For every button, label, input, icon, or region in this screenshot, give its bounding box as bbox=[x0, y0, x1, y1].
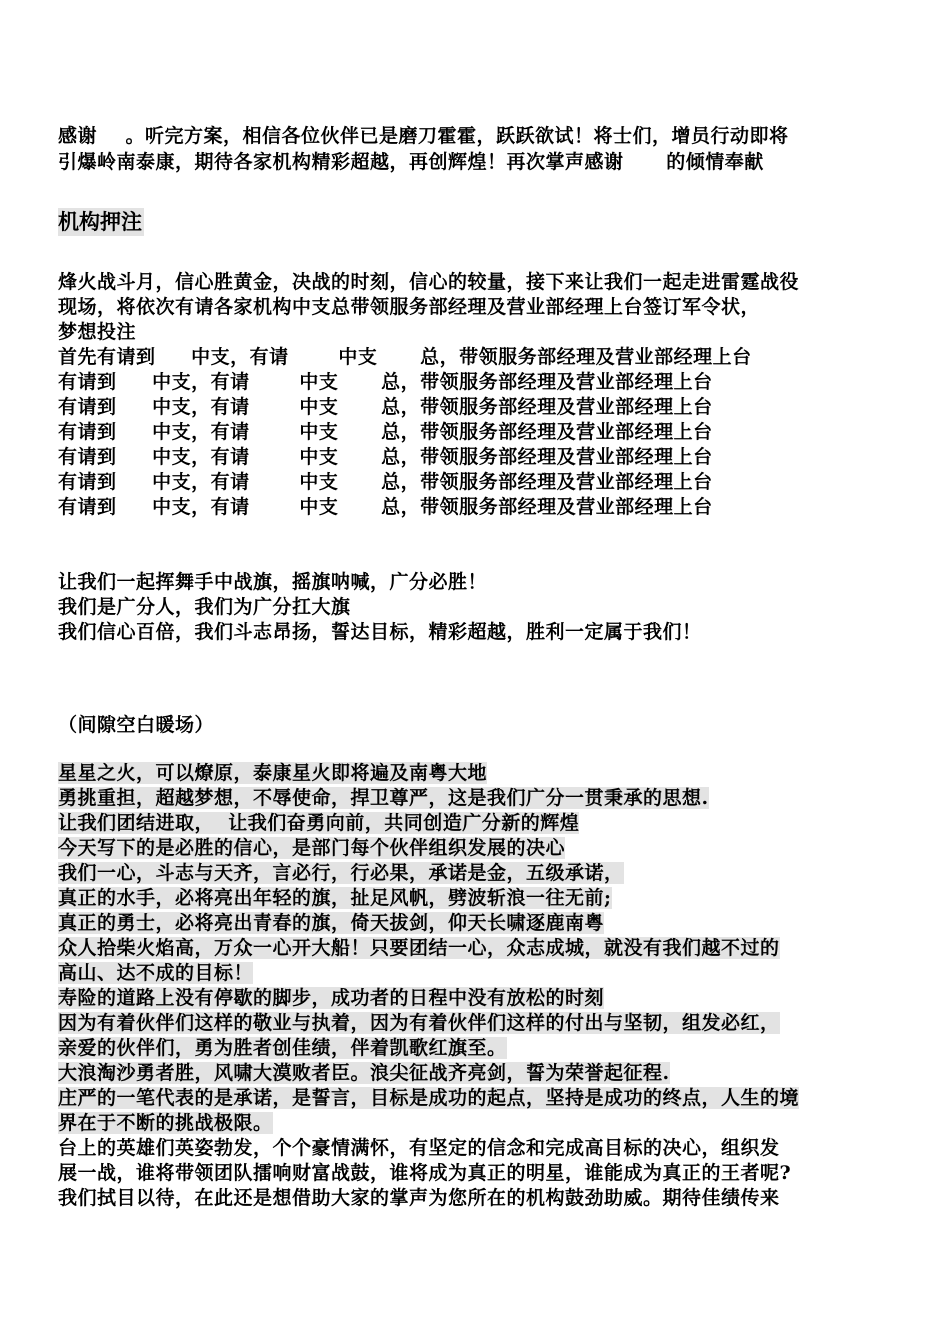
invitation-line: 有请到 中支，有请 中支 总，带领服务部经理及营业部经理上台 bbox=[58, 471, 713, 493]
closing-line-1: 台上的英雄们英姿勃发，个个豪情满怀，有坚定的信念和完成高目标的决心，组织发 bbox=[58, 1137, 780, 1159]
section-title: 机构押注 bbox=[58, 209, 142, 234]
invitation-line: 有请到 中支，有请 中支 总，带领服务部经理及营业部经理上台 bbox=[58, 496, 713, 518]
chant-line-3: 我们信心百倍，我们斗志昂扬，誓达目标，精彩超越，胜利一定属于我们！ bbox=[58, 621, 702, 643]
highlighted-line: 因为有着伙伴们这样的敬业与执着，因为有着伙伴们这样的付出与坚韧，组发必红， bbox=[58, 1012, 780, 1034]
intro-line-2: 引爆岭南泰康，期待各家机构精彩超越，再创辉煌！再次掌声感谢 的倾情奉献 bbox=[58, 151, 764, 173]
section-para-line-1: 烽火战斗月，信心胜黄金，决战的时刻，信心的较量，接下来让我们一起走进雷霆战役 bbox=[58, 271, 800, 293]
highlighted-line: 众人拾柴火焰高，万众一心开大船！只要团结一心，众志成城，就没有我们越不过的 bbox=[58, 937, 780, 959]
interlude-label: （间隙空白暖场） bbox=[58, 714, 215, 736]
highlighted-line: 界在于不断的挑战极限。 bbox=[58, 1112, 273, 1134]
highlighted-line: 今天写下的是必胜的信心，是部门每个伙伴组织发展的决心 bbox=[58, 837, 566, 859]
highlighted-line: 庄严的一笔代表的是承诺，是誓言，目标是成功的起点，坚持是成功的终点，人生的境 bbox=[58, 1087, 800, 1109]
highlighted-line: 让我们团结进取， 让我们奋勇向前，共同创造广分新的辉煌 bbox=[58, 812, 580, 834]
invitation-line: 有请到 中支，有请 中支 总，带领服务部经理及营业部经理上台 bbox=[58, 446, 713, 468]
highlighted-line: 我们一心，斗志与天齐，言必行，行必果，承诺是金，五级承诺， bbox=[58, 862, 624, 884]
highlighted-line: 寿险的道路上没有停歇的脚步，成功者的日程中没有放松的时刻 bbox=[58, 987, 605, 1009]
closing-line-2: 展一战，谁将带领团队擂响财富战鼓，谁将成为真正的明星，谁能成为真正的王者呢? bbox=[58, 1162, 792, 1184]
highlighted-line: 真正的水手，必将亮出年轻的旗，扯足风帆，劈波斩浪一往无前; bbox=[58, 887, 612, 909]
invitation-line: 有请到 中支，有请 中支 总，带领服务部经理及营业部经理上台 bbox=[58, 396, 713, 418]
highlighted-line: 高山、达不成的目标！ bbox=[58, 962, 254, 984]
invitation-line: 首先有请到 中支，有请 中支 总，带领服务部经理及营业部经理上台 bbox=[58, 346, 752, 368]
highlighted-line: 星星之火，可以燎原，泰康星火即将遍及南粤大地 bbox=[58, 762, 488, 784]
chant-line-1: 让我们一起挥舞手中战旗，摇旗呐喊，广分必胜！ bbox=[58, 571, 488, 593]
highlighted-line: 勇挑重担，超越梦想，不辱使命，捍卫尊严，这是我们广分一贯秉承的思想. bbox=[58, 787, 709, 809]
invitation-line: 有请到 中支，有请 中支 总，带领服务部经理及营业部经理上台 bbox=[58, 421, 713, 443]
highlighted-line: 真正的勇士，必将亮出青春的旗，倚天拔剑，仰天长啸逐鹿南粤 bbox=[58, 912, 605, 934]
section-para-line-2: 现场，将依次有请各家机构中支总带领服务部经理及营业部经理上台签订军令状， bbox=[58, 296, 761, 318]
section-para-line-3: 梦想投注 bbox=[58, 321, 137, 343]
highlighted-line: 大浪淘沙勇者胜，风啸大漠败者臣。浪尖征战齐亮剑，誓为荣誉起征程. bbox=[58, 1062, 670, 1084]
intro-line-1: 感谢 。听完方案，相信各位伙伴已是磨刀霍霍，跃跃欲试！将士们，增员行动即将 bbox=[58, 125, 789, 147]
chant-line-2: 我们是广分人，我们为广分扛大旗 bbox=[58, 596, 351, 618]
highlighted-line: 亲爱的伙伴们，勇为胜者创佳绩，伴着凯歌红旗至。 bbox=[58, 1037, 507, 1059]
closing-line-3: 我们拭目以待，在此还是想借助大家的掌声为您所在的机构鼓劲助威。期待佳绩传来 bbox=[58, 1187, 780, 1209]
invitation-line: 有请到 中支，有请 中支 总，带领服务部经理及营业部经理上台 bbox=[58, 371, 713, 393]
